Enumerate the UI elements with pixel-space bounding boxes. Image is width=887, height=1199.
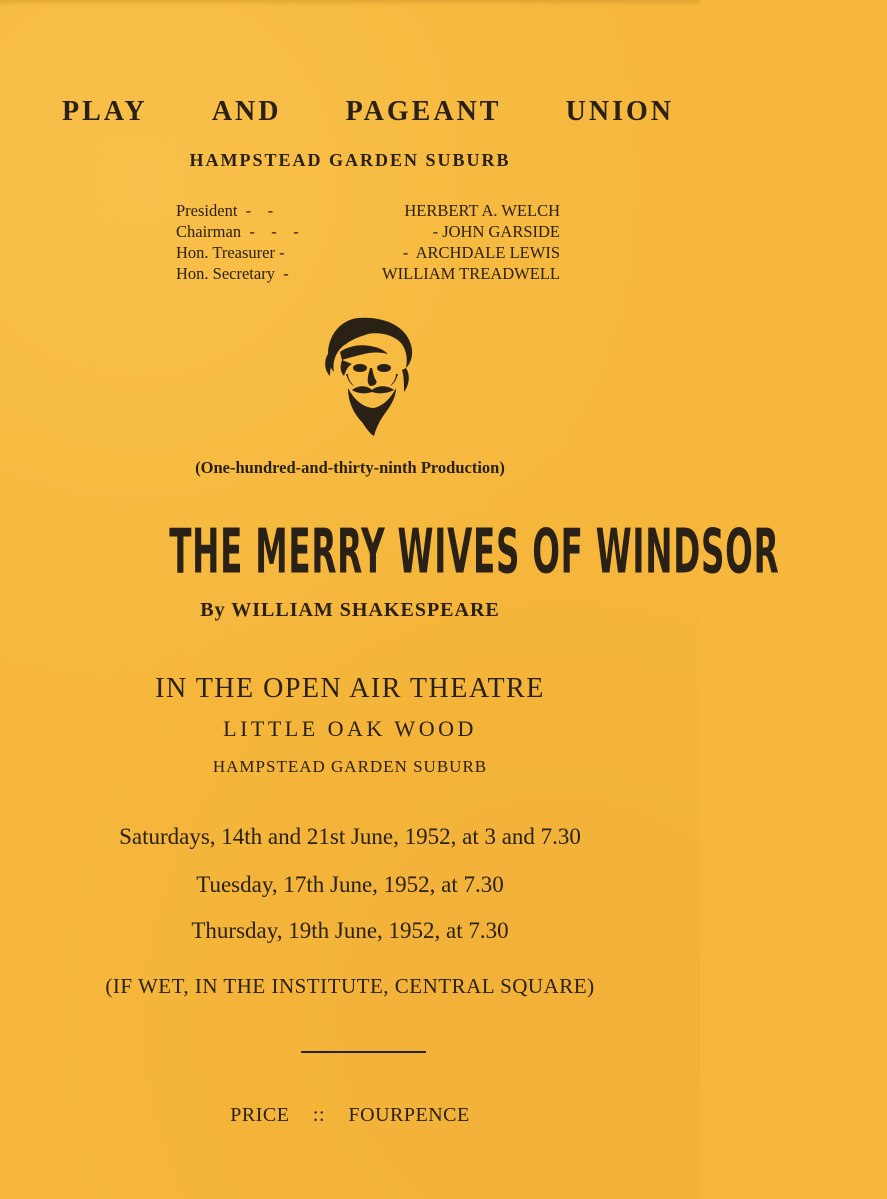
officer-row bbox=[176, 263, 560, 284]
officer-name: HERBERT A. WELCH bbox=[404, 201, 560, 220]
organisation-title bbox=[62, 96, 674, 128]
play-title-text: THE MERRY WIVES OF WINDSOR bbox=[169, 516, 780, 588]
play-title bbox=[62, 516, 780, 588]
performance-date: Thursday, 19th June, 1952, at 7.30 bbox=[191, 918, 509, 943]
officer-role: Hon. Secretary - bbox=[176, 264, 289, 283]
officer-row bbox=[176, 242, 560, 263]
officer-role: Hon. Treasurer - bbox=[176, 243, 285, 262]
performance-date: Saturdays, 14th and 21st June, 1952, at 3 and 7.30 bbox=[119, 824, 581, 849]
org-word: PAGEANT bbox=[345, 96, 502, 127]
officer-name: - JOHN GARSIDE bbox=[432, 222, 560, 241]
venue-area: HAMPSTEAD GARDEN SUBURB bbox=[212, 757, 488, 776]
org-word: UNION bbox=[565, 96, 674, 127]
play-author: By WILLIAM SHAKESPEARE bbox=[200, 599, 500, 621]
org-word: PLAY bbox=[62, 96, 148, 127]
price-label: PRICE bbox=[230, 1104, 290, 1126]
officers-list bbox=[176, 200, 560, 284]
officer-row bbox=[176, 221, 560, 242]
paper-fold-shadow bbox=[0, 0, 700, 6]
bearded-face-emblem-icon bbox=[318, 310, 418, 436]
org-word: AND bbox=[211, 96, 282, 127]
venue-theatre: IN THE OPEN AIR THEATRE bbox=[155, 673, 545, 704]
price-line bbox=[0, 1104, 700, 1127]
price-separator: :: bbox=[312, 1104, 326, 1126]
officer-row bbox=[176, 200, 560, 221]
officer-name: - ARCHDALE LEWIS bbox=[402, 243, 560, 262]
officer-role: Chairman - - - bbox=[176, 222, 299, 241]
wet-weather-note: (IF WET, IN THE INSTITUTE, CENTRAL SQUARE) bbox=[105, 974, 595, 998]
price-amount: FOURPENCE bbox=[348, 1104, 470, 1126]
divider-rule bbox=[301, 1051, 426, 1053]
performance-date: Tuesday, 17th June, 1952, at 7.30 bbox=[196, 872, 504, 897]
production-number: (One-hundred-and-thirty-ninth Production) bbox=[195, 458, 505, 477]
officer-name: WILLIAM TREADWELL bbox=[382, 264, 560, 283]
organisation-location: HAMPSTEAD GARDEN SUBURB bbox=[189, 150, 511, 170]
officer-role: President - - bbox=[176, 201, 274, 220]
venue-wood: LITTLE OAK WOOD bbox=[223, 716, 477, 741]
